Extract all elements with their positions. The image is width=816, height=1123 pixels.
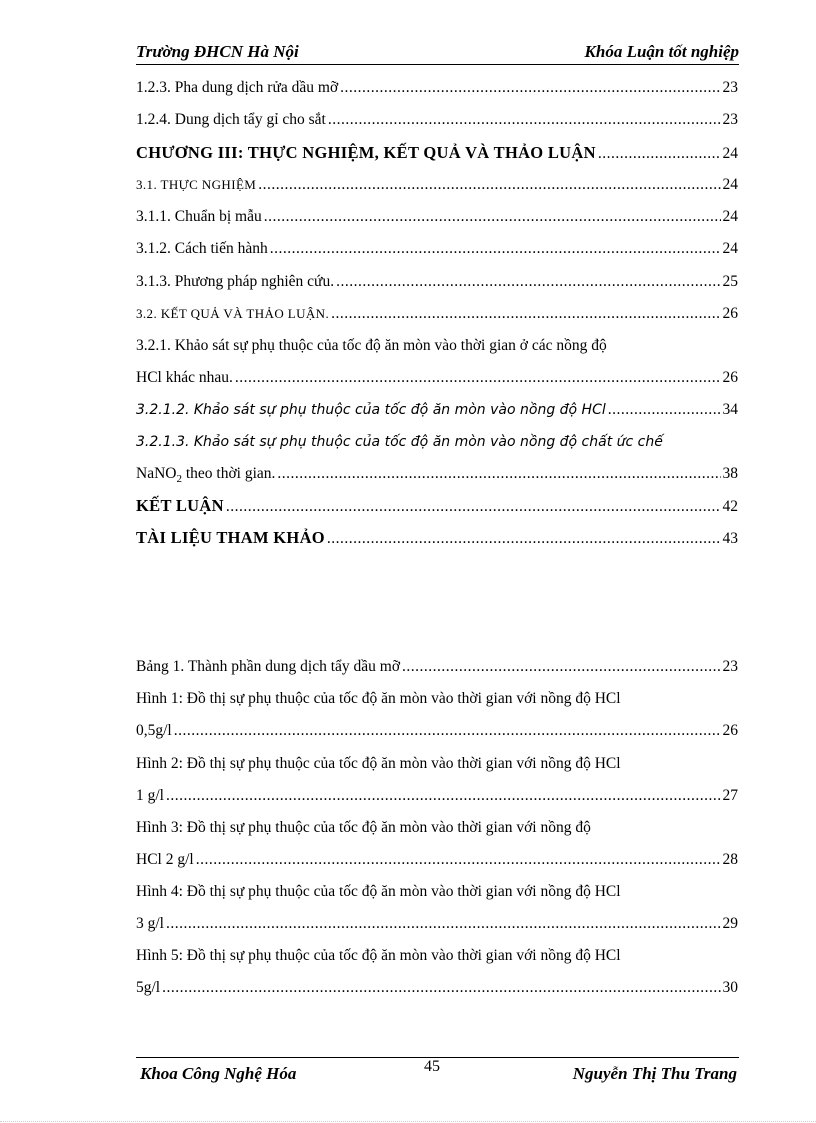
page-bottom-divider xyxy=(0,1121,816,1122)
toc-section-label: 3.1. THỰC NGHIỆM xyxy=(136,177,257,192)
toc-leader-dots xyxy=(598,144,721,164)
figure-list-entry[interactable] xyxy=(136,978,738,998)
figure-entry-label: 0,5g/l xyxy=(136,722,172,739)
figure-list-entry[interactable] xyxy=(136,657,738,677)
toc-chapter-label: CHƯƠNG III: THỰC NGHIỆM, KẾT QUẢ VÀ THẢO LUẬN xyxy=(136,143,596,162)
toc-leader-dots xyxy=(331,304,720,324)
toc-leader-dots xyxy=(166,914,721,934)
toc-entry-page: 26 xyxy=(722,369,738,386)
toc-leader-dots xyxy=(162,978,720,998)
toc-entry-page: 23 xyxy=(722,111,738,128)
toc-entry-page: 24 xyxy=(722,145,738,162)
toc-leader-dots xyxy=(270,239,721,259)
page-footer xyxy=(136,1057,739,1088)
figure-entry-page: 28 xyxy=(722,851,738,868)
toc-entry-page: 24 xyxy=(722,176,738,193)
toc-entry-first-line[interactable]: 3.2.1.3. Khảo sát sự phụ thuộc của tốc độ ăn mòn vào nồng độ chất ức chế xyxy=(136,434,663,450)
figure-entry-label: 5g/l xyxy=(136,979,161,996)
page-header xyxy=(136,40,739,65)
toc-chapter-label: TÀI LIỆU THAM KHẢO xyxy=(136,528,325,547)
figure-entry-first-line[interactable]: Hình 3: Đồ thị sự phụ thuộc của tốc độ ăn mòn vào thời gian với nồng độ xyxy=(136,819,591,836)
toc-section-entry[interactable] xyxy=(136,175,738,195)
toc-chapter-label: KẾT LUẬN xyxy=(136,496,224,515)
figure-entry-first-line[interactable]: Hình 2: Đồ thị sự phụ thuộc của tốc độ ăn mòn vào thời gian với nồng độ HCl xyxy=(136,755,621,772)
footer-author: Nguyễn Thị Thu Trang xyxy=(572,1064,737,1083)
toc-chapter-entry[interactable] xyxy=(136,143,738,164)
toc-entry-label: 3.2.1.2. Khảo sát sự phụ thuộc của tốc độ ăn mòn vào nồng độ HCl xyxy=(136,402,606,418)
figure-entry-label: HCl 2 g/l xyxy=(136,851,194,868)
toc-entry[interactable] xyxy=(136,78,738,98)
toc-section-entry[interactable] xyxy=(136,304,738,324)
figure-entry-first-line[interactable]: Hình 1: Đồ thị sự phụ thuộc của tốc độ ăn mòn vào thời gian với nồng độ HCl xyxy=(136,690,621,707)
toc-entry-label xyxy=(136,464,275,489)
toc-leader-dots xyxy=(277,464,720,484)
toc-section-label: 3.2. KẾT QUẢ VÀ THẢO LUẬN. xyxy=(136,306,330,321)
formula-trailing-text: theo thời gian. xyxy=(181,465,276,482)
toc-leader-dots xyxy=(264,207,721,227)
figure-entry-page: 26 xyxy=(722,722,738,739)
toc-entry[interactable] xyxy=(136,110,738,130)
toc-chapter-entry[interactable] xyxy=(136,528,738,549)
figure-list-entry[interactable] xyxy=(136,786,738,806)
header-thesis-title: Khóa Luận tốt nghiệp xyxy=(584,42,739,61)
toc-entry-page: 25 xyxy=(722,273,738,290)
toc-entry-page: 23 xyxy=(722,79,738,96)
figure-list-entry[interactable] xyxy=(136,850,738,870)
toc-entry-page: 34 xyxy=(722,401,738,418)
toc-entry-page: 24 xyxy=(722,240,738,257)
formula-text: NaNO xyxy=(136,465,177,482)
toc-leader-dots xyxy=(258,175,720,195)
toc-leader-dots xyxy=(235,368,721,388)
toc-entry-first-line[interactable]: 3.2.1. Khảo sát sự phụ thuộc của tốc độ ăn mòn vào thời gian ở các nồng độ xyxy=(136,337,607,354)
figure-list-entry[interactable] xyxy=(136,721,738,741)
toc-leader-dots xyxy=(196,850,721,870)
toc-entry-label: 3.1.1. Chuẩn bị mẫu xyxy=(136,208,262,225)
toc-entry-label: 1.2.4. Dung dịch tẩy gỉ cho sắt xyxy=(136,111,326,128)
figure-entry-label: 3 g/l xyxy=(136,915,164,932)
figure-entry-first-line[interactable]: Hình 4: Đồ thị sự phụ thuộc của tốc độ ăn mòn vào thời gian với nồng độ HCl xyxy=(136,883,621,900)
figure-entry-page: 29 xyxy=(722,915,738,932)
toc-leader-dots xyxy=(336,272,720,292)
toc-entry-page: 38 xyxy=(722,465,738,482)
toc-entry-page: 24 xyxy=(722,208,738,225)
toc-chapter-entry[interactable] xyxy=(136,496,738,517)
toc-entry-label: 1.2.3. Pha dung dịch rửa dầu mỡ xyxy=(136,79,339,96)
figure-entry-page: 30 xyxy=(722,979,738,996)
toc-entry[interactable] xyxy=(136,272,738,292)
figure-entry-first-line[interactable]: Hình 5: Đồ thị sự phụ thuộc của tốc độ ăn mòn vào thời gian với nồng độ HCl xyxy=(136,947,621,964)
toc-leader-dots xyxy=(402,657,720,677)
toc-leader-dots xyxy=(327,529,721,549)
toc-entry-label: 3.1.2. Cách tiến hành xyxy=(136,240,268,257)
toc-leader-dots xyxy=(328,110,721,130)
figure-entry-label: Bảng 1. Thành phần dung dịch tẩy dầu mỡ xyxy=(136,658,401,675)
toc-entry[interactable] xyxy=(136,239,738,259)
figure-entry-label: 1 g/l xyxy=(136,787,164,804)
toc-entry-label: 3.1.3. Phương pháp nghiên cứu. xyxy=(136,273,335,290)
toc-entry-page: 26 xyxy=(722,305,738,322)
footer-faculty: Khoa Công Nghệ Hóa xyxy=(140,1064,297,1083)
toc-entry-page: 43 xyxy=(722,530,738,547)
formula-subscript: 2 xyxy=(176,473,182,486)
toc-leader-dots xyxy=(608,400,721,420)
toc-leader-dots xyxy=(226,497,721,517)
toc-leader-dots xyxy=(340,78,720,98)
toc-entry[interactable] xyxy=(136,464,738,489)
toc-leader-dots xyxy=(174,721,721,741)
figure-entry-page: 23 xyxy=(722,658,738,675)
toc-entry-label: HCl khác nhau. xyxy=(136,369,233,386)
toc-entry[interactable] xyxy=(136,368,738,388)
figure-entry-page: 27 xyxy=(722,787,738,804)
toc-entry[interactable] xyxy=(136,400,738,420)
page-number: 45 xyxy=(424,1058,440,1075)
toc-entry-page: 42 xyxy=(722,498,738,515)
header-school: Trường ĐHCN Hà Nội xyxy=(136,42,299,61)
toc-entry[interactable] xyxy=(136,207,738,227)
toc-leader-dots xyxy=(166,786,721,806)
figure-list-entry[interactable] xyxy=(136,914,738,934)
